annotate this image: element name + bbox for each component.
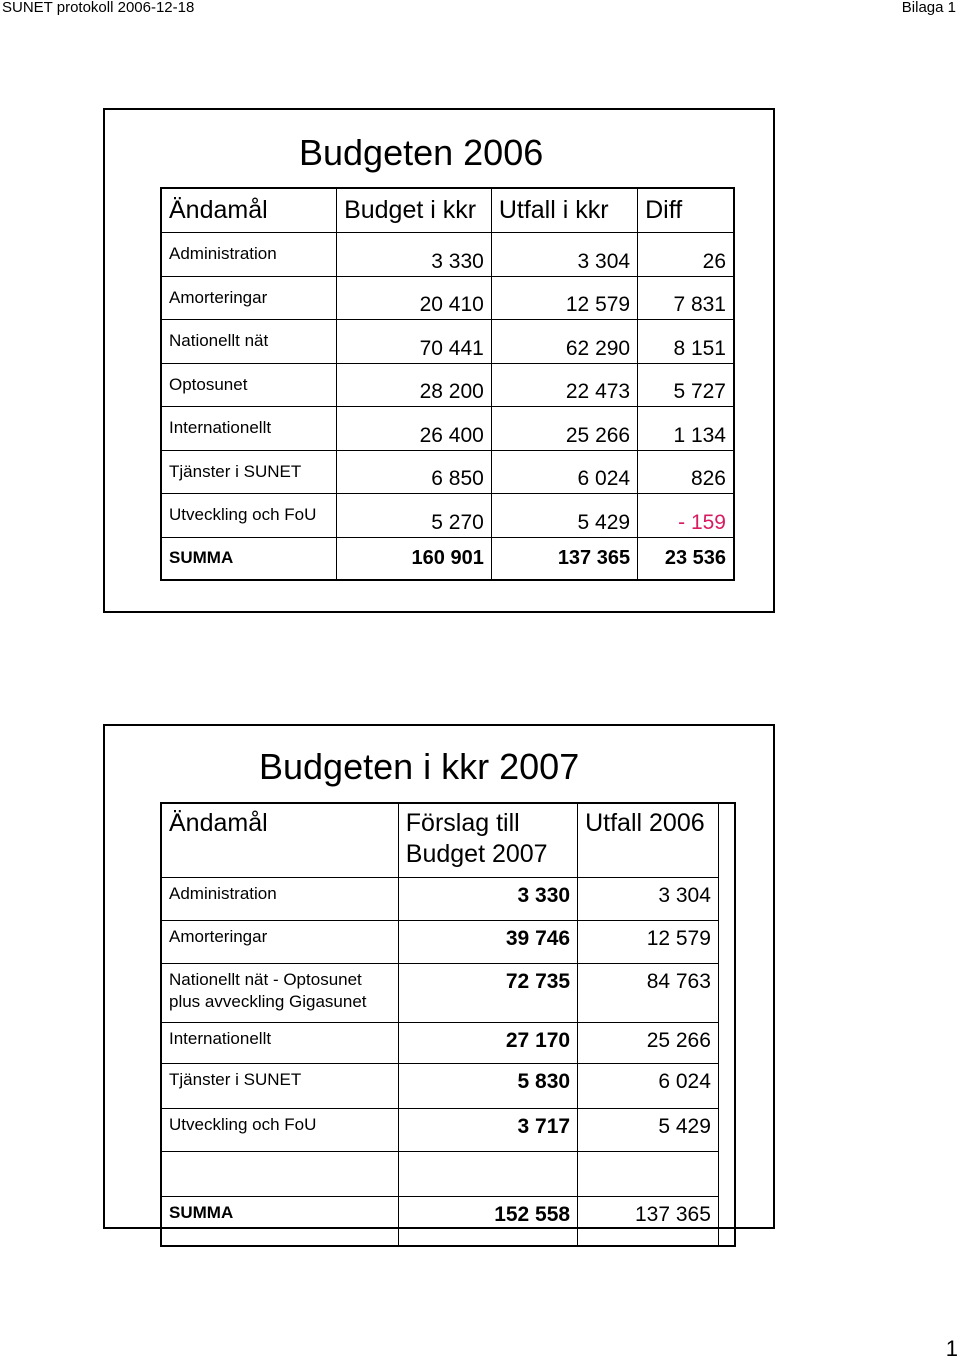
spacer-cell: [718, 803, 735, 878]
column-header: [398, 803, 577, 878]
row-label-line: Nationellt nät - Optosunet: [169, 970, 362, 989]
utfall-cell: 5 429: [491, 494, 637, 538]
row-label: Administration: [161, 233, 337, 277]
utfall-cell: 22 473: [491, 363, 637, 407]
row-label: Optosunet: [161, 363, 337, 407]
column-header: Ändamål: [169, 809, 268, 837]
slide-title: Budgeten i kkr 2007: [259, 746, 580, 787]
table-row: [161, 494, 734, 538]
page-number: 1: [945, 1336, 958, 1361]
blank-row: [161, 1152, 735, 1197]
row-label: Utveckling och FoU: [161, 494, 337, 538]
budget-cell: 20 410: [337, 276, 492, 320]
spacer-cell: [718, 964, 735, 1023]
table-row: [161, 320, 734, 364]
blank-cell: [578, 1152, 719, 1197]
diff-cell: 7 831: [638, 276, 734, 320]
spacer-cell: [718, 1109, 735, 1152]
column-header: Utfall 2006: [578, 803, 719, 878]
sum-forslag: 152 558: [398, 1197, 577, 1247]
sum-label: SUMMA: [161, 537, 337, 580]
table-header-row: [161, 188, 734, 233]
row-label: Tjänster i SUNET: [161, 450, 337, 494]
spacer-cell: [718, 878, 735, 921]
sum-diff: 23 536: [638, 537, 734, 580]
table-header-row: [161, 803, 735, 878]
forslag-cell: 5 830: [398, 1064, 577, 1109]
row-label: [161, 964, 398, 1023]
row-label: Internationellt: [161, 407, 337, 451]
budget-cell: 70 441: [337, 320, 492, 364]
column-header: Ändamål: [169, 196, 268, 224]
utfall-cell: 5 429: [578, 1109, 719, 1152]
budget-2007-table: [160, 802, 736, 1247]
utfall-cell: 6 024: [578, 1064, 719, 1109]
utfall-cell: 6 024: [491, 450, 637, 494]
table-row: [161, 233, 734, 277]
spacer-cell: [718, 1064, 735, 1109]
spacer-cell: [718, 1023, 735, 1064]
utfall-cell: 25 266: [578, 1023, 719, 1064]
budget-2006-table: [160, 187, 735, 581]
budget-cell: 6 850: [337, 450, 492, 494]
table-row: [161, 276, 734, 320]
row-label: Tjänster i SUNET: [161, 1064, 398, 1109]
blank-cell: [161, 1152, 398, 1197]
column-header-line: Förslag till: [405, 809, 520, 837]
sum-utfall: 137 365: [578, 1197, 719, 1247]
row-label: Internationellt: [161, 1023, 398, 1064]
budget-cell: 26 400: [337, 407, 492, 451]
table-row: [161, 363, 734, 407]
spacer-cell: [718, 1197, 735, 1247]
slide-budget-2007: [103, 724, 775, 1229]
sum-row: [161, 1197, 735, 1247]
slide-budget-2006: [103, 108, 775, 613]
table-row: [161, 878, 735, 921]
row-label: Administration: [161, 878, 398, 921]
header-attachment-label: Bilaga 1: [901, 0, 956, 16]
utfall-cell: 3 304: [578, 878, 719, 921]
table-row: [161, 921, 735, 964]
table-row: [161, 1109, 735, 1152]
budget-cell: 3 330: [337, 233, 492, 277]
row-label-line: plus avveckling Gigasunet: [169, 992, 367, 1011]
forslag-cell: 39 746: [398, 921, 577, 964]
slide-title: Budgeten 2006: [299, 132, 544, 173]
sum-label: SUMMA: [161, 1197, 398, 1247]
table-row: [161, 407, 734, 451]
blank-cell: [398, 1152, 577, 1197]
forslag-cell: 3 717: [398, 1109, 577, 1152]
utfall-cell: 84 763: [578, 964, 719, 1023]
diff-cell-negative: - 159: [638, 494, 734, 538]
forslag-cell: 3 330: [398, 878, 577, 921]
diff-cell: 1 134: [638, 407, 734, 451]
utfall-cell: 12 579: [491, 276, 637, 320]
forslag-cell: 27 170: [398, 1023, 577, 1064]
utfall-cell: 12 579: [578, 921, 719, 964]
column-header: Diff: [638, 188, 734, 233]
forslag-cell: 72 735: [398, 964, 577, 1023]
diff-cell: 826: [638, 450, 734, 494]
row-label: Nationellt nät: [161, 320, 337, 364]
spacer-cell: [718, 1152, 735, 1197]
column-header: Budget i kkr: [337, 188, 492, 233]
sum-utfall: 137 365: [491, 537, 637, 580]
budget-cell: 28 200: [337, 363, 492, 407]
column-header: Utfall i kkr: [491, 188, 637, 233]
utfall-cell: 62 290: [491, 320, 637, 364]
sum-row: [161, 537, 734, 580]
table-row: [161, 964, 735, 1023]
table-row: [161, 1064, 735, 1109]
diff-cell: 8 151: [638, 320, 734, 364]
sum-budget: 160 901: [337, 537, 492, 580]
diff-cell: 5 727: [638, 363, 734, 407]
utfall-cell: 3 304: [491, 233, 637, 277]
table-row: [161, 1023, 735, 1064]
budget-cell: 5 270: [337, 494, 492, 538]
table-row: [161, 450, 734, 494]
utfall-cell: 25 266: [491, 407, 637, 451]
diff-cell: 26: [638, 233, 734, 277]
row-label: Utveckling och FoU: [161, 1109, 398, 1152]
row-label: Amorteringar: [161, 276, 337, 320]
column-header-line: Budget 2007: [405, 840, 548, 868]
row-label: Amorteringar: [161, 921, 398, 964]
spacer-cell: [718, 921, 735, 964]
header-protocol-title: SUNET protokoll 2006-12-18: [2, 0, 195, 16]
